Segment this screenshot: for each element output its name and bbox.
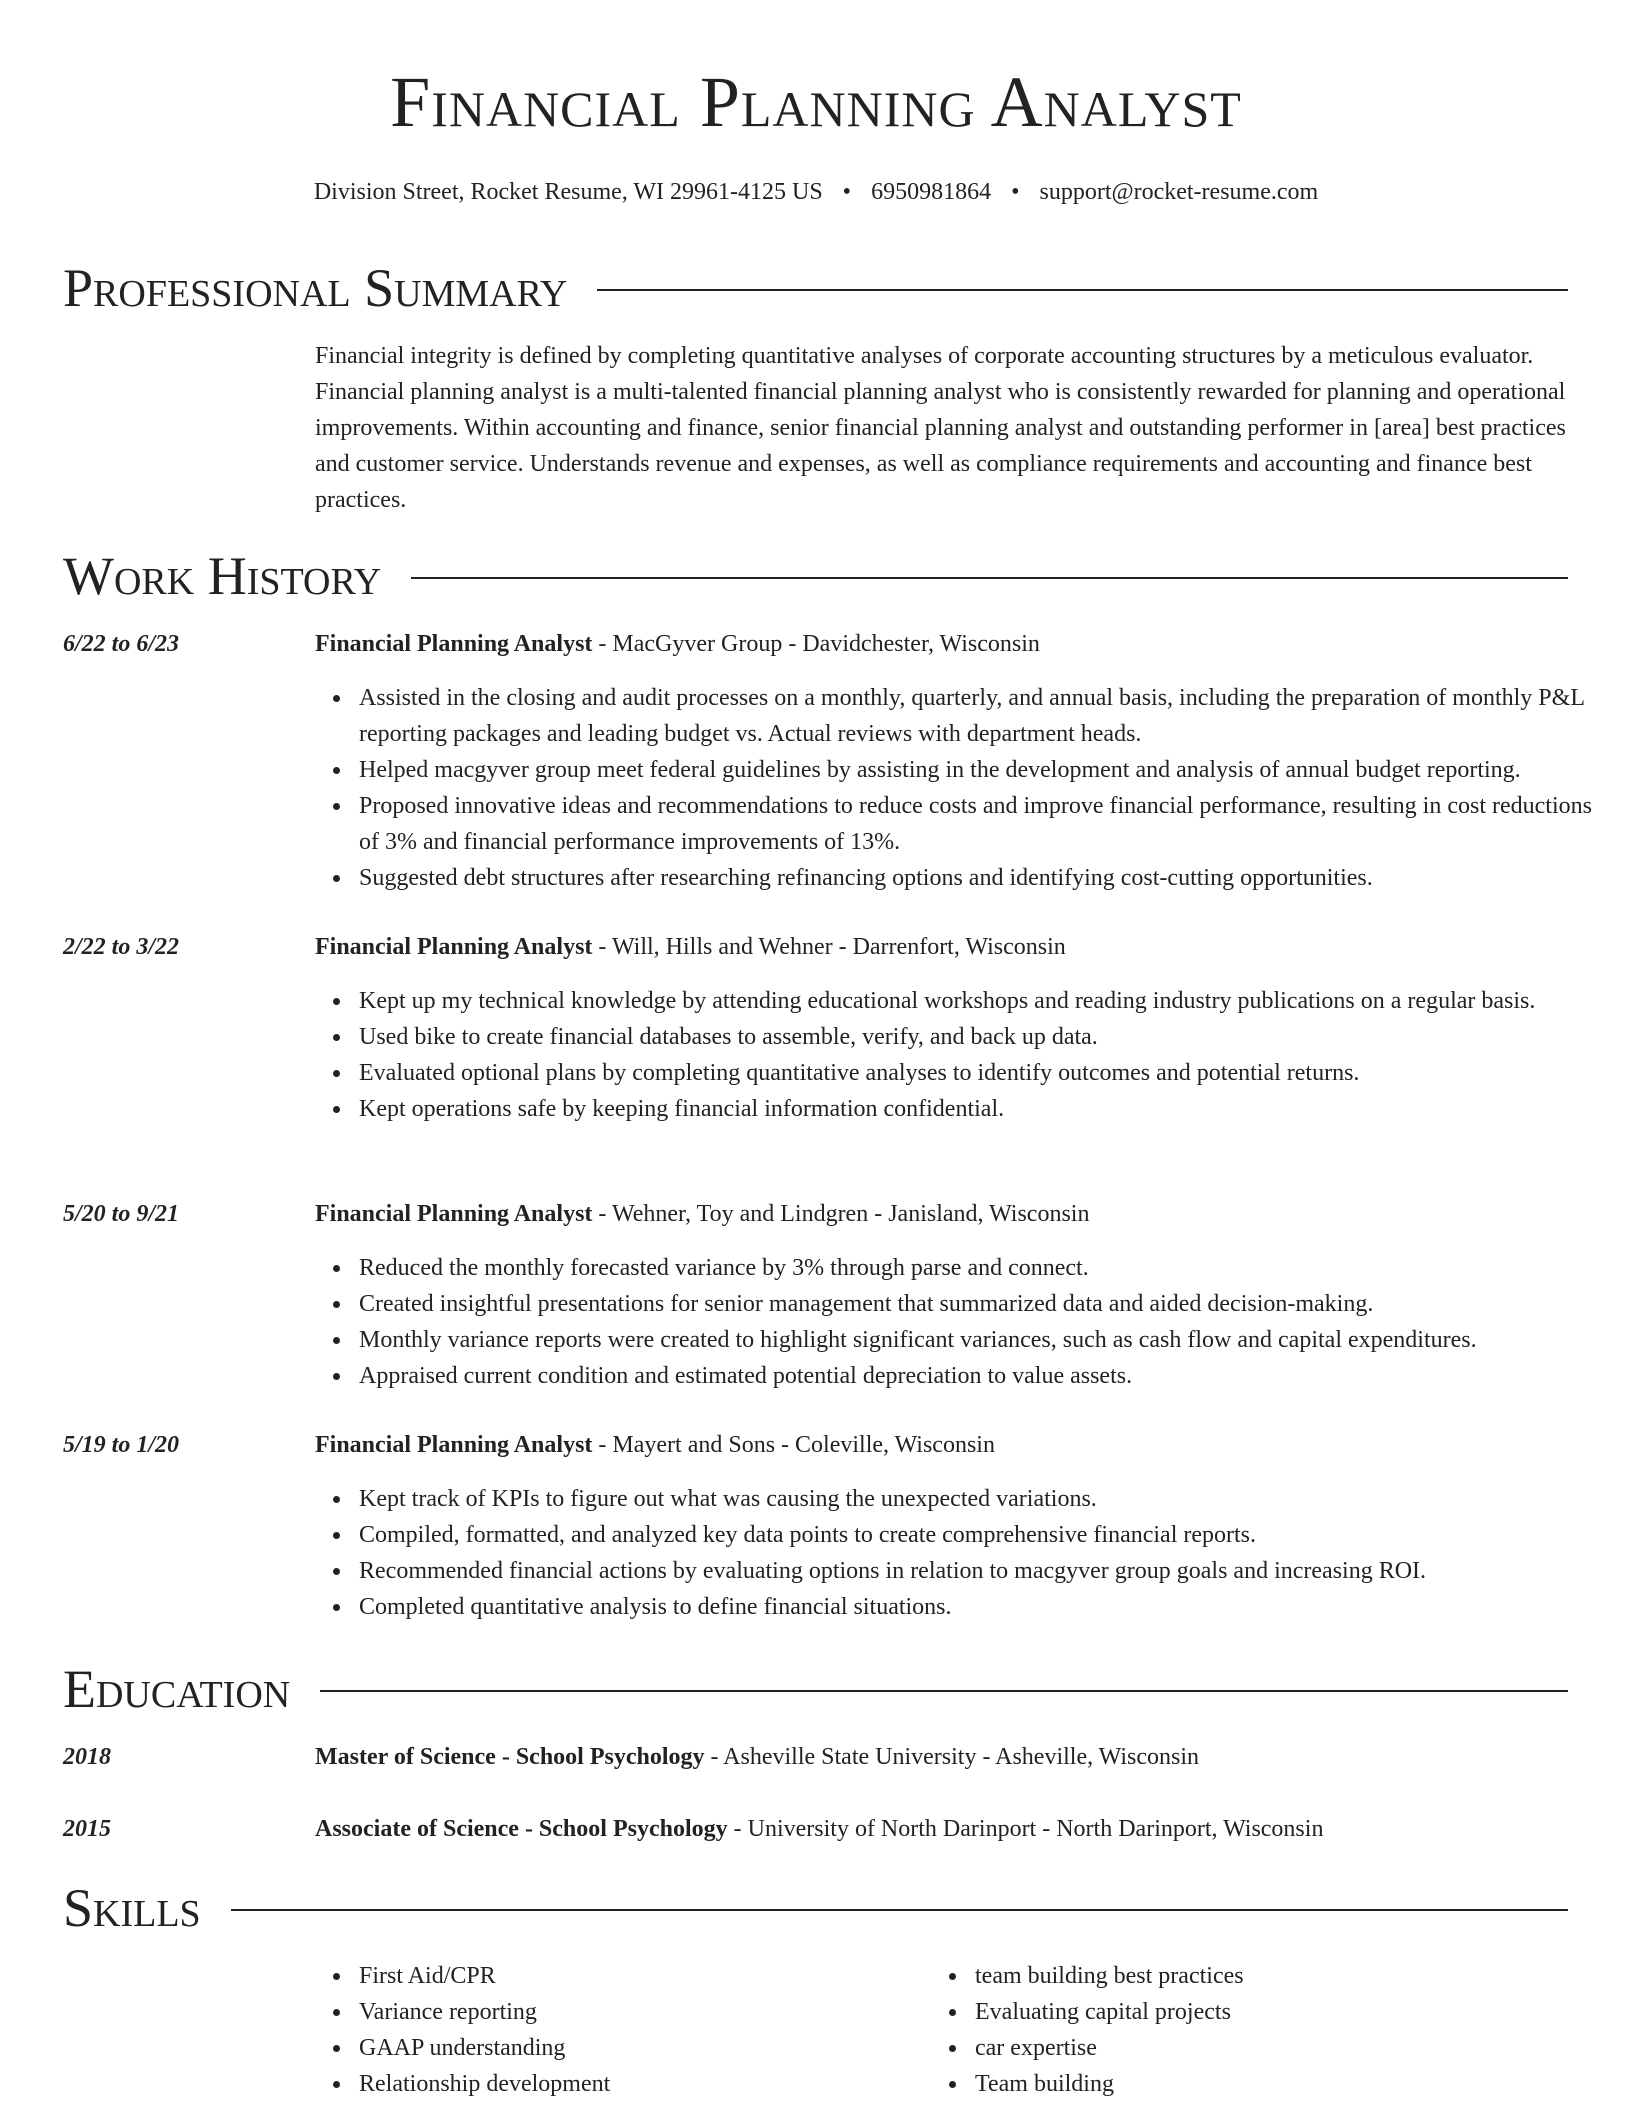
contact-phone: 6950981864 <box>871 179 992 205</box>
job-heading <box>315 1427 1568 1463</box>
section-divider <box>320 1690 1568 1692</box>
list-item: Appraised current condition and estimated potential depreciation to value assets. <box>359 1358 1612 1394</box>
section-divider <box>597 289 1568 291</box>
list-item: Kept operations safe by keeping financial information confidential. <box>359 1091 1612 1127</box>
list-item: Kept up my technical knowledge by attending educational workshops and reading industry publications on a regular basis. <box>359 983 1612 1019</box>
list-item: Helped macgyver group meet federal guidelines by assisting in the development and analysis of annual budget reporting. <box>359 752 1612 788</box>
job-heading <box>315 1196 1568 1232</box>
skill-item: team building best practices <box>975 1958 1535 1994</box>
section-divider <box>231 1909 1568 1911</box>
contact-email: support@rocket-resume.com <box>1039 179 1319 205</box>
section-work-history <box>63 544 1568 608</box>
job-bullets <box>315 1250 1612 1394</box>
job-title: Financial Planning Analyst <box>315 1432 593 1458</box>
skill-item: Evaluating capital projects <box>975 1994 1535 2030</box>
skill-item: GAAP understanding <box>359 2030 919 2066</box>
job-dates: 5/20 to 9/21 <box>63 1201 180 1227</box>
job-dates: 6/22 to 6/23 <box>63 631 180 657</box>
contact-line <box>0 174 1632 210</box>
skill-item: Team building <box>975 2066 1535 2102</box>
education-year: 2015 <box>63 1816 111 1842</box>
section-title: Education <box>63 1659 291 1719</box>
job-title: Financial Planning Analyst <box>315 631 593 657</box>
list-item: Compiled, formatted, and analyzed key data points to create comprehensive financial reports. <box>359 1517 1612 1553</box>
section-divider <box>411 577 1568 579</box>
job-bullets <box>315 983 1612 1127</box>
job-dates: 5/19 to 1/20 <box>63 1432 180 1458</box>
education-details: - University of North Darinport - North Darinport, Wisconsin <box>727 1816 1324 1842</box>
list-item: Used bike to create financial databases to assemble, verify, and back up data. <box>359 1019 1612 1055</box>
skill-item: car expertise <box>975 2030 1535 2066</box>
education-entry <box>315 1739 1568 1775</box>
job-bullets <box>315 1481 1612 1625</box>
job-dates: 2/22 to 3/22 <box>63 934 180 960</box>
skills-list-left <box>315 1958 919 2102</box>
list-item: Completed quantitative analysis to define financial situations. <box>359 1589 1612 1625</box>
skill-item: Variance reporting <box>359 1994 919 2030</box>
skills-list-right <box>931 1958 1535 2102</box>
section-title: Work History <box>63 546 382 606</box>
list-item: Reduced the monthly forecasted variance by 3% through parse and connect. <box>359 1250 1612 1286</box>
education-degree: Associate of Science - School Psychology <box>315 1816 728 1842</box>
job-heading <box>315 626 1568 662</box>
job-details: - MacGyver Group - Davidchester, Wisconsin <box>592 631 1040 657</box>
list-item: Created insightful presentations for senior management that summarized data and aided decision-making. <box>359 1286 1612 1322</box>
education-details: - Asheville State University - Asheville, Wisconsin <box>704 1744 1200 1770</box>
list-item: Proposed innovative ideas and recommendations to reduce costs and improve financial performance, resulting in cost reductions of 3% and financial performance improvements of 13%. <box>359 788 1612 860</box>
contact-address: Division Street, Rocket Resume, WI 29961-4125 US <box>313 179 823 205</box>
list-item: Evaluated optional plans by completing quantitative analyses to identify outcomes and potential returns. <box>359 1055 1612 1091</box>
job-details: - Mayert and Sons - Coleville, Wisconsin <box>592 1432 995 1458</box>
job-title: Financial Planning Analyst <box>315 1201 593 1227</box>
job-bullets <box>315 680 1612 896</box>
contact-separator: • <box>842 179 852 205</box>
resume-name: Financial Planning Analyst <box>390 62 1242 142</box>
education-entry <box>315 1811 1568 1847</box>
list-item: Kept track of KPIs to figure out what was causing the unexpected variations. <box>359 1481 1612 1517</box>
skill-item: First Aid/CPR <box>359 1958 919 1994</box>
education-year: 2018 <box>63 1744 111 1770</box>
job-details: - Will, Hills and Wehner - Darrenfort, Wisconsin <box>592 934 1066 960</box>
summary-text: Financial integrity is defined by completing quantitative analyses of corporate accounting structures by a meticulous evaluator. Financial planning analyst is a multi-talented financial planning analyst who is consistently rewarded for planning and operational improvements. Within accounting and finance, senior financial planning analyst and outstanding performer in [area] best practices and customer service. Understands revenue and expenses, as well as compliance requirements and accounting and finance best practices. <box>315 343 1566 513</box>
job-title: Financial Planning Analyst <box>315 934 593 960</box>
education-degree: Master of Science - School Psychology <box>315 1744 705 1770</box>
contact-separator: • <box>1011 179 1020 205</box>
job-details: - Wehner, Toy and Lindgren - Janisland, Wisconsin <box>592 1201 1090 1227</box>
section-title: Skills <box>63 1878 201 1938</box>
job-heading <box>315 929 1568 965</box>
section-skills <box>63 1876 1568 1940</box>
list-item: Recommended financial actions by evaluating options in relation to macgyver group goals and increasing ROI. <box>359 1553 1612 1589</box>
section-education <box>63 1657 1568 1721</box>
section-professional-summary <box>63 256 1568 320</box>
list-item: Assisted in the closing and audit processes on a monthly, quarterly, and annual basis, including the preparation of monthly P&L reporting packages and leading budget vs. Actual reviews with department heads. <box>359 680 1612 752</box>
skill-item: Relationship development <box>359 2066 919 2102</box>
list-item: Monthly variance reports were created to highlight significant variances, such as cash flow and capital expenditures. <box>359 1322 1612 1358</box>
section-title: Professional Summary <box>63 258 568 318</box>
list-item: Suggested debt structures after researching refinancing options and identifying cost-cutting opportunities. <box>359 860 1612 896</box>
